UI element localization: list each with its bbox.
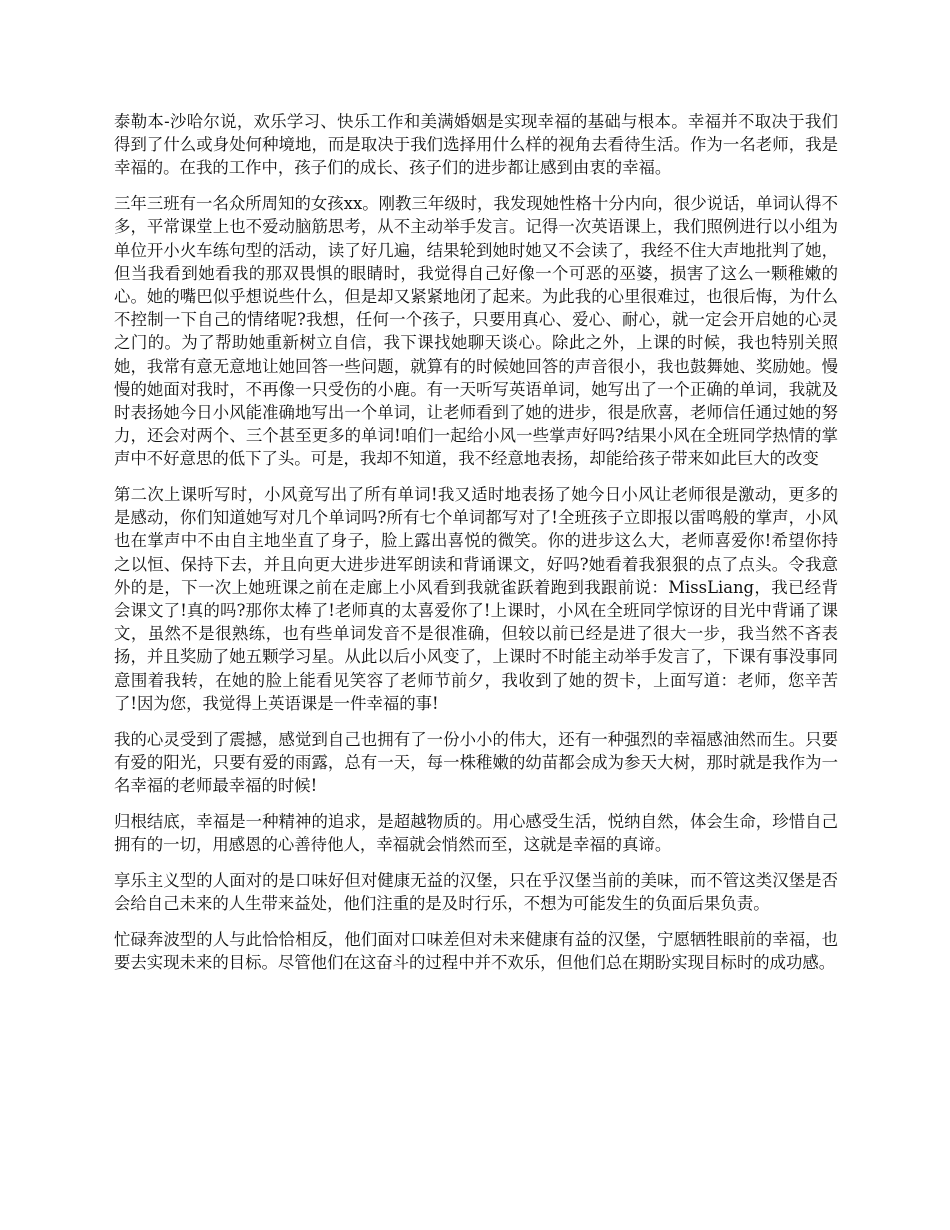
paragraph-2: 三年三班有一名众所周知的女孩xx。刚教三年级时，我发现她性格十分内向，很少说话，单词认得不多，平常课堂上也不爱动脑筋思考，从不主动举手发言。记得一次英语课上，我们照例进行以小组为单位开小火车练句型的活动，读了好几遍，结果轮到她时她又不会读了，我经不住大声地批判了她，但当我看到她看我的那双畏惧的眼睛时，我觉得自己好像一个可恶的巫婆，损害了这么一颗稚嫩的心。她的嘴巴似乎想说些什么，但是却又紧紧地闭了起来。为此我的心里很难过，也很后悔，为什么不控制一下自己的情绪呢?我想，任何一个孩子，只要用真心、爱心、耐心，就一定会开启她的心灵之门的。为了帮助她重新树立自信，我下课找她聊天谈心。除此之外，上课的时候，我也特别关照她，我常有意无意地让她回答一些问题，就算有的时候她回答的声音很小，我也鼓舞她、奖励她。慢慢的她面对我时，不再像一只受伤的小鹿。有一天听写英语单词，她写出了一个正确的单词，我就及时表扬她今日小风能准确地写出一个单词，让老师看到了她的进步，很是欣喜，老师信任通过她的努力，还会对两个、三个甚至更多的单词!咱们一起给小风一些掌声好吗?结果小风在全班同学热情的掌声中不好意思的低下了头。可是，我却不知道，我不经意地表扬，却能给孩子带来如此巨大的改变	[114, 194, 838, 469]
paragraph-5: 归根结底，幸福是一种精神的追求，是超越物质的。用心感受生活，悦纳自然，体会生命，珍惜自己拥有的一切，用感恩的心善待他人，幸福就会悄然而至，这就是幸福的真谛。	[114, 811, 838, 854]
paragraph-3: 第二次上课听写时，小风竟写出了所有单词!我又适时地表扬了她今日小风让老师很是激动，更多的是感动，你们知道她写对几个单词吗?所有七个单词都写对了!全班孩子立即报以雷鸣般的掌声，小风也在掌声中不由自主地坐直了身子，脸上露出喜悦的微笑。你的进步这么大，老师喜爱你!希望你持之以恒、保持下去，并且向更大进步进军朗读和背诵课文，好吗?她看着我狠狠的点了点头。令我意外的是，下一次上她班课之前在走廊上小风看到我就雀跃着跑到我跟前说：MissLiang，我已经背会课文了!真的吗?那你太棒了!老师真的太喜爱你了!上课时，小风在全班同学惊讶的目光中背诵了课文，虽然不是很熟练，也有些单词发音不是很准确，但较以前已经是进了很大一步，我当然不吝表扬，并且奖励了她五颗学习星。从此以后小风变了，上课时不时能主动举手发言了，下课有事没事同意围着我转，在她的脸上能看见笑容了老师节前夕，我收到了她的贺卡，上面写道：老师，您辛苦了!因为您，我觉得上英语课是一件幸福的事!	[114, 485, 838, 713]
paragraph-7: 忙碌奔波型的人与此恰恰相反，他们面对口味差但对未来健康有益的汉堡，宁愿牺牲眼前的幸福，也要去实现未来的目标。尽管他们在这奋斗的过程中并不欢乐，但他们总在期盼实现目标时的成功感。	[114, 929, 838, 972]
paragraph-4: 我的心灵受到了震撼，感觉到自己也拥有了一份小小的伟大，还有一种强烈的幸福感油然而生。只要有爱的阳光，只要有爱的雨露，总有一天，每一株稚嫩的幼苗都会成为参天大树，那时就是我作为一名幸福的老师最幸福的时候!	[114, 729, 838, 795]
document-body	[114, 110, 838, 986]
paragraph-1: 泰勒本-沙哈尔说，欢乐学习、快乐工作和美满婚姻是实现幸福的基础与根本。幸福并不取决于我们得到了什么或身处何种境地，而是取决于我们选择用什么样的视角去看待生活。作为一名老师，我是幸福的。在我的工作中，孩子们的成长、孩子们的进步都让感到由衷的幸福。	[114, 112, 838, 178]
paragraph-6: 享乐主义型的人面对的是口味好但对健康无益的汉堡，只在乎汉堡当前的美味，而不管这类汉堡是否会给自己未来的人生带来益处，他们注重的是及时行乐，不想为可能发生的负面后果负责。	[114, 870, 838, 913]
